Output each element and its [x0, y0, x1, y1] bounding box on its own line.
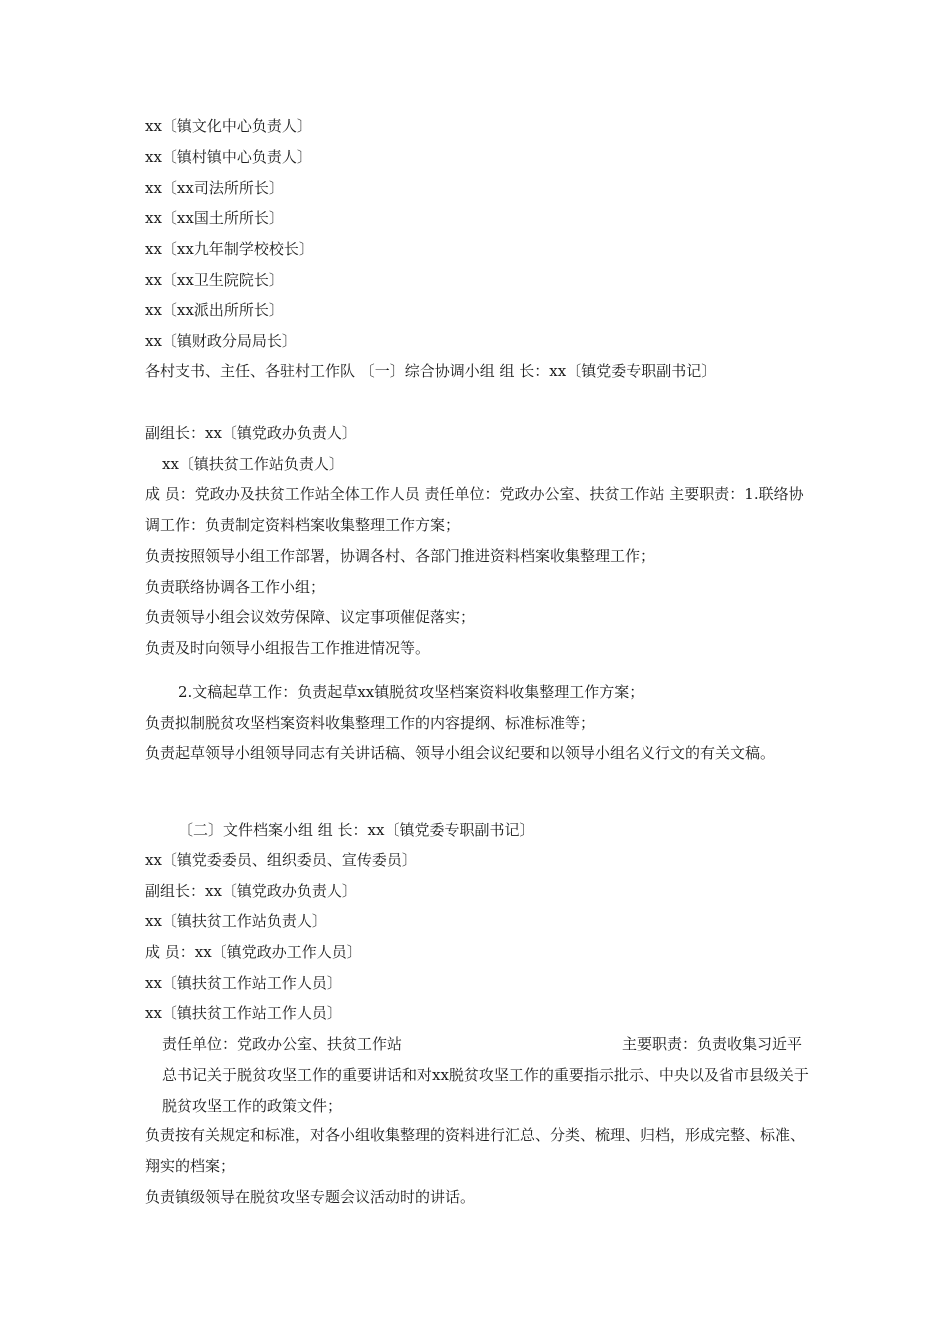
text-line: xx〔xx卫生院院长〕 — [145, 271, 284, 289]
text-line: 负责及时向领导小组报告工作推进情况等。 — [145, 639, 431, 657]
text-line: 副组长：xx〔镇党政办负责人〕 — [145, 882, 357, 900]
text-line: xx〔镇文化中心负责人〕 — [145, 117, 312, 135]
text-line: xx〔镇扶贫工作站负责人〕 — [162, 455, 344, 473]
text-line: xx〔镇扶贫工作站工作人员〕 — [145, 974, 342, 992]
text-line: xx〔镇扶贫工作站工作人员〕 — [145, 1004, 342, 1022]
text-line: xx〔xx派出所所长〕 — [145, 301, 284, 319]
text-line: 〔二〕文件档案小组 组 长：xx〔镇党委专职副书记〕 — [178, 821, 535, 839]
text-paragraph: 负责按有关规定和标准，对各小组收集整理的资料进行汇总、分类、梳理、归档，形成完整、标准、翔实的档案； — [145, 1126, 806, 1175]
text-paragraph: 各村支书、主任、各驻村工作队 〔一〕综合协调小组 组 长：xx〔镇党委专职副书记〕 — [145, 362, 717, 380]
text-line: xx〔镇财政分局局长〕 — [145, 332, 297, 350]
text-paragraph: 成 员：党政办及扶贫工作站全体工作人员 责任单位：党政办公室、扶贫工作站 主要职责：1.联络协调工作：负责制定资料档案收集整理工作方案； — [145, 485, 804, 534]
text-line: 责任单位：党政办公室、扶贫工作站 — [162, 1035, 403, 1053]
text-line: 负责联络协调各工作小组； — [145, 578, 326, 596]
text-line: xx〔xx国土所所长〕 — [145, 209, 284, 227]
text-line: 2.文稿起草工作：负责起草xx镇脱贫攻坚档案资料收集整理工作方案； — [178, 683, 645, 701]
text-line: xx〔镇村镇中心负责人〕 — [145, 148, 312, 166]
text-line: xx〔xx司法所所长〕 — [145, 179, 284, 197]
text-line: 成 员：xx〔镇党政办工作人员〕 — [145, 943, 362, 961]
text-paragraph: 主要职责：负责收集习近平总书记关于脱贫攻坚工作的重要讲话和对xx脱贫攻坚工作的重要指示批示、中央以及省市县级关于脱贫攻坚工作的政策文件； — [162, 1035, 809, 1115]
text-line: xx〔镇扶贫工作站负责人〕 — [145, 912, 327, 930]
text-line: xx〔xx九年制学校校长〕 — [145, 240, 314, 258]
text-line: 副组长：xx〔镇党政办负责人〕 — [145, 424, 357, 442]
text-line: xx〔镇党委委员、组织委员、宣传委员〕 — [145, 851, 417, 869]
text-line: 负责拟制脱贫攻坚档案资料收集整理工作的内容提纲、标准标准等； — [145, 714, 596, 732]
text-line: 负责领导小组会议效劳保障、议定事项催促落实； — [145, 608, 476, 626]
text-line: 负责按照领导小组工作部署，协调各村、各部门推进资料档案收集整理工作； — [145, 547, 656, 565]
text-paragraph: 负责起草领导小组领导同志有关讲话稿、领导小组会议纪要和以领导小组名义行文的有关文稿。 — [145, 744, 776, 762]
text-line: 负责镇级领导在脱贫攻坚专题会议活动时的讲话。 — [145, 1188, 476, 1206]
